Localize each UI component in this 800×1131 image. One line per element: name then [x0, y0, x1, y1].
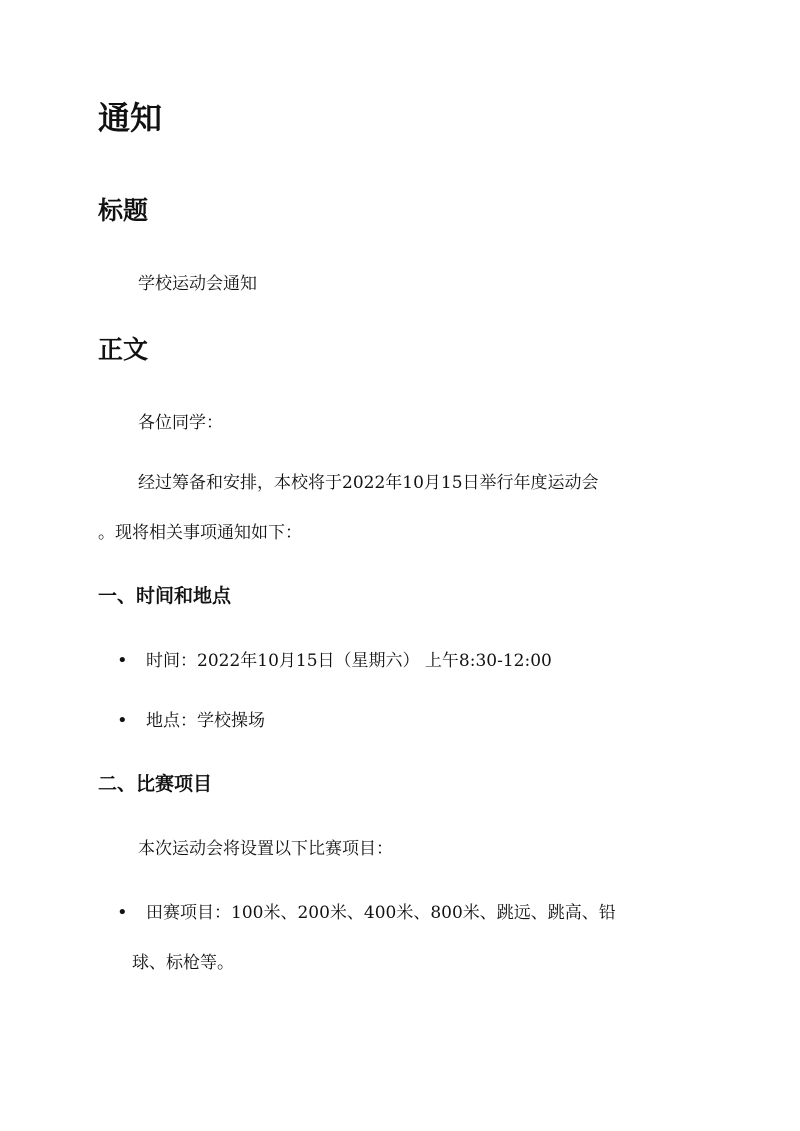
title-text: 学校运动会通知: [138, 274, 257, 294]
document-title: 通知: [98, 99, 163, 137]
greeting-text: 各位同学：: [138, 413, 223, 433]
bullet-field-events: •: [117, 902, 128, 923]
list-item-field-events-line-1: 田赛项目：100米、200米、400米、800米、跳远、跳高、铅: [146, 903, 616, 923]
bullet-time: •: [117, 650, 128, 671]
heading-body: 正文: [98, 335, 149, 364]
heading-time-place: 一、时间和地点: [98, 585, 232, 607]
intro-line-1: 经过筹备和安排，本校将于2022年10月15日举行年度运动会: [138, 473, 599, 493]
list-item-field-events-line-2: 球、标枪等。: [132, 953, 234, 973]
intro-line-2: 。现将相关事项通知如下：: [98, 523, 302, 543]
list-item-place: 地点：学校操场: [146, 711, 265, 731]
heading-events: 二、比赛项目: [98, 773, 213, 795]
list-item-time: 时间：2022年10月15日（星期六） 上午8:30-12:00: [146, 651, 552, 671]
events-intro: 本次运动会将设置以下比赛项目：: [138, 839, 393, 859]
bullet-place: •: [117, 710, 128, 731]
heading-title: 标题: [98, 196, 149, 225]
